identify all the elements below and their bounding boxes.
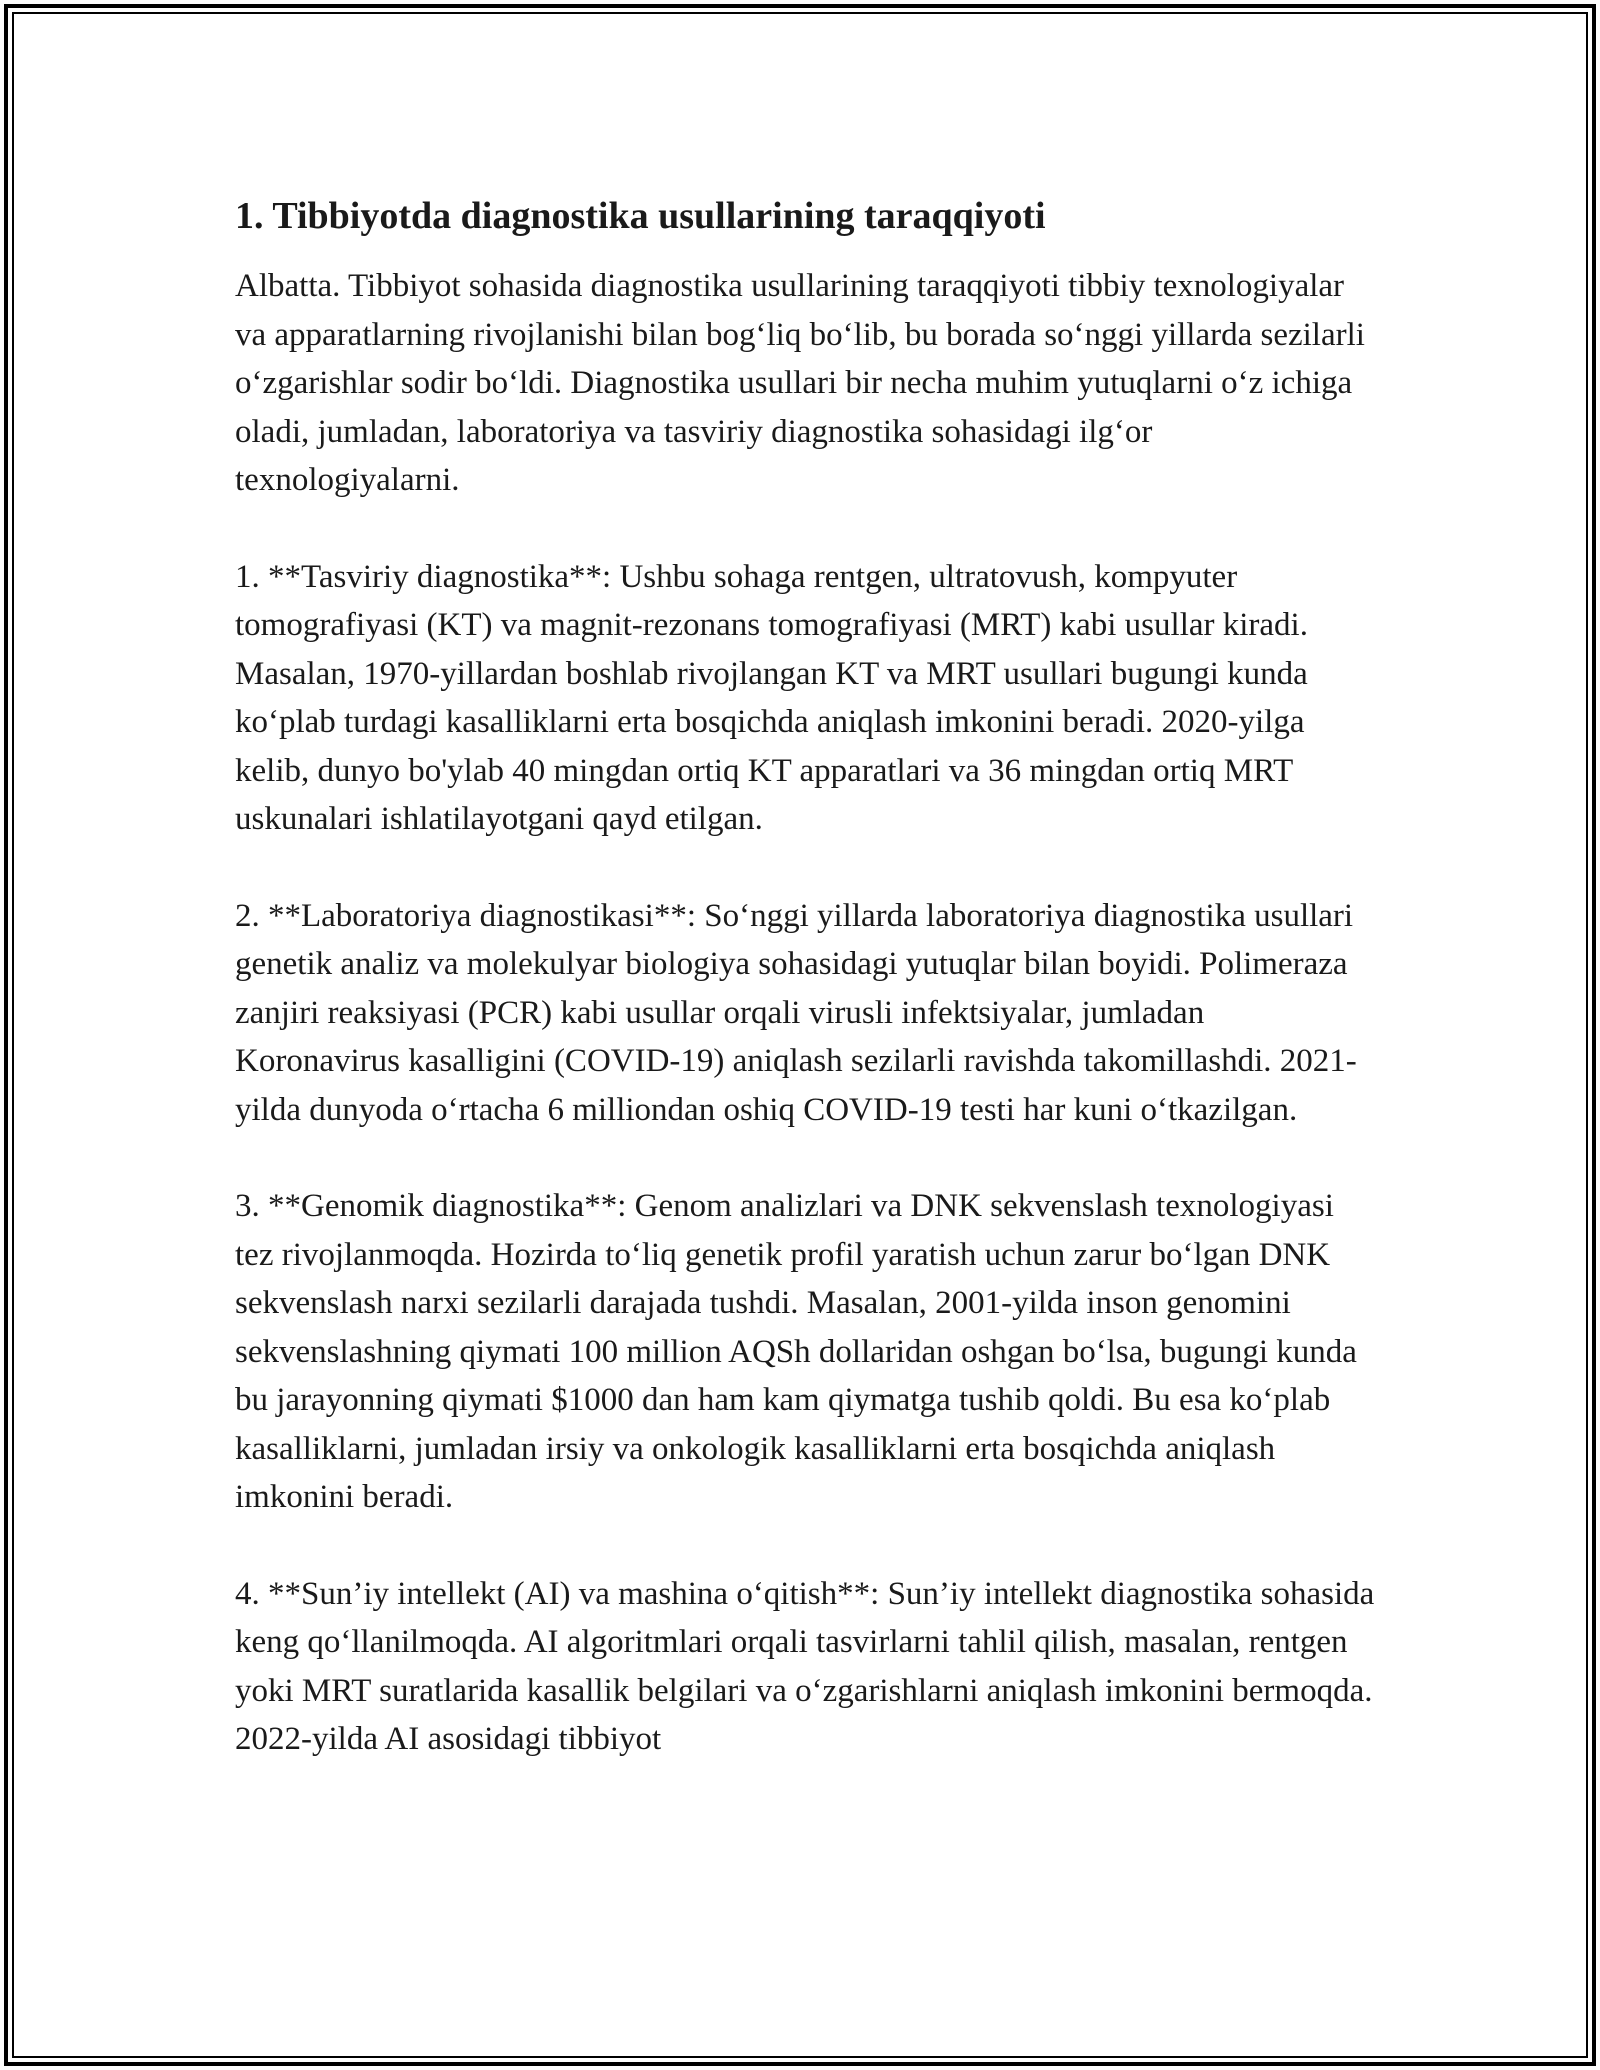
section-heading: 1. Tibbiyotda diagnostika usullarining taraqqiyoti [235,195,1046,237]
paragraph-genomic-diagnostics: 3. **Genomik diagnostika**: Genom analizlari va DNK sekvenslash texnologiyasi tez rivojlanmoqda. Hozirda to‘liq genetik profil yaratish uchun zarur bo‘lgan DNK sekvenslash narxi sezilarli darajada tushdi. Masalan, 2001-yilda inson genomini sekvenslashning qiymati 100 million AQSh dollaridan oshgan bo‘lsa, bugungi kunda bu jarayonning qiymati $1000 dan ham kam qiymatga tushib qoldi. Bu esa ko‘plab kasalliklarni, jumladan irsiy va onkologik kasalliklarni erta bosqichda aniqlash imkonini beradi. [235,1188,1357,1515]
paragraph-imaging-diagnostics: 1. **Tasviriy diagnostika**: Ushbu sohaga rentgen, ultratovush, kompyuter tomografiyasi (KT) va magnit-rezonans tomografiyasi (MRT) kabi usullar kiradi. Masalan, 1970-yillardan boshlab rivojlangan KT va MRT usullari bugungi kunda ko‘plab turdagi kasalliklarni erta bosqichda aniqlash imkonini beradi. 2020-yilga kelib, dunyo bo'ylab 40 mingdan ortiq KT apparatlari va 36 mingdan ortiq MRT uskunalari ishlatilayotgani qayd etilgan. [235,558,1308,837]
intro-paragraph: Albatta. Tibbiyot sohasida diagnostika usullarining taraqqiyoti tibbiy texnologiyalar va apparatlarning rivojlanishi bilan bog‘liq bo‘lib, bu borada so‘nggi yillarda sezilarli o‘zgarishlar sodir bo‘ldi. Diagnostika usullari bir necha muhim yutuqlarni o‘z ichiga oladi, jumladan, laboratoriya va tasviriy diagnostika sohasidagi ilg‘or texnologiyalarni. [235,268,1365,498]
paragraph-laboratory-diagnostics: 2. **Laboratoriya diagnostikasi**: So‘nggi yillarda laboratoriya diagnostika usullari genetik analiz va molekulyar biologiya sohasidagi yutuqlar bilan boyidi. Polimeraza zanjiri reaksiyasi (PCR) kabi usullar orqali virusli infektsiyalar, jumladan Koronavirus kasalligini (COVID-19) aniqlash sezilarli ravishda takomillashdi. 2021-yilda dunyoda o‘rtacha 6 milliondan oshiq COVID-19 testi har kuni o‘tkazilgan. [235,897,1357,1128]
paragraph-ai-machine-learning: 4. **Sun’iy intellekt (AI) va mashina o‘qitish**: Sun’iy intellekt diagnostika sohasida keng qo‘llanilmoqda. AI algoritmlari orqali tasvirlarni tahlil qilish, masalan, rentgen yoki MRT suratlarida kasallik belgilari va o‘zgarishlarni aniqlash imkonini bermoqda. 2022-yilda AI asosidagi tibbiyot [235,1575,1375,1757]
document-body [235,188,1375,1812]
